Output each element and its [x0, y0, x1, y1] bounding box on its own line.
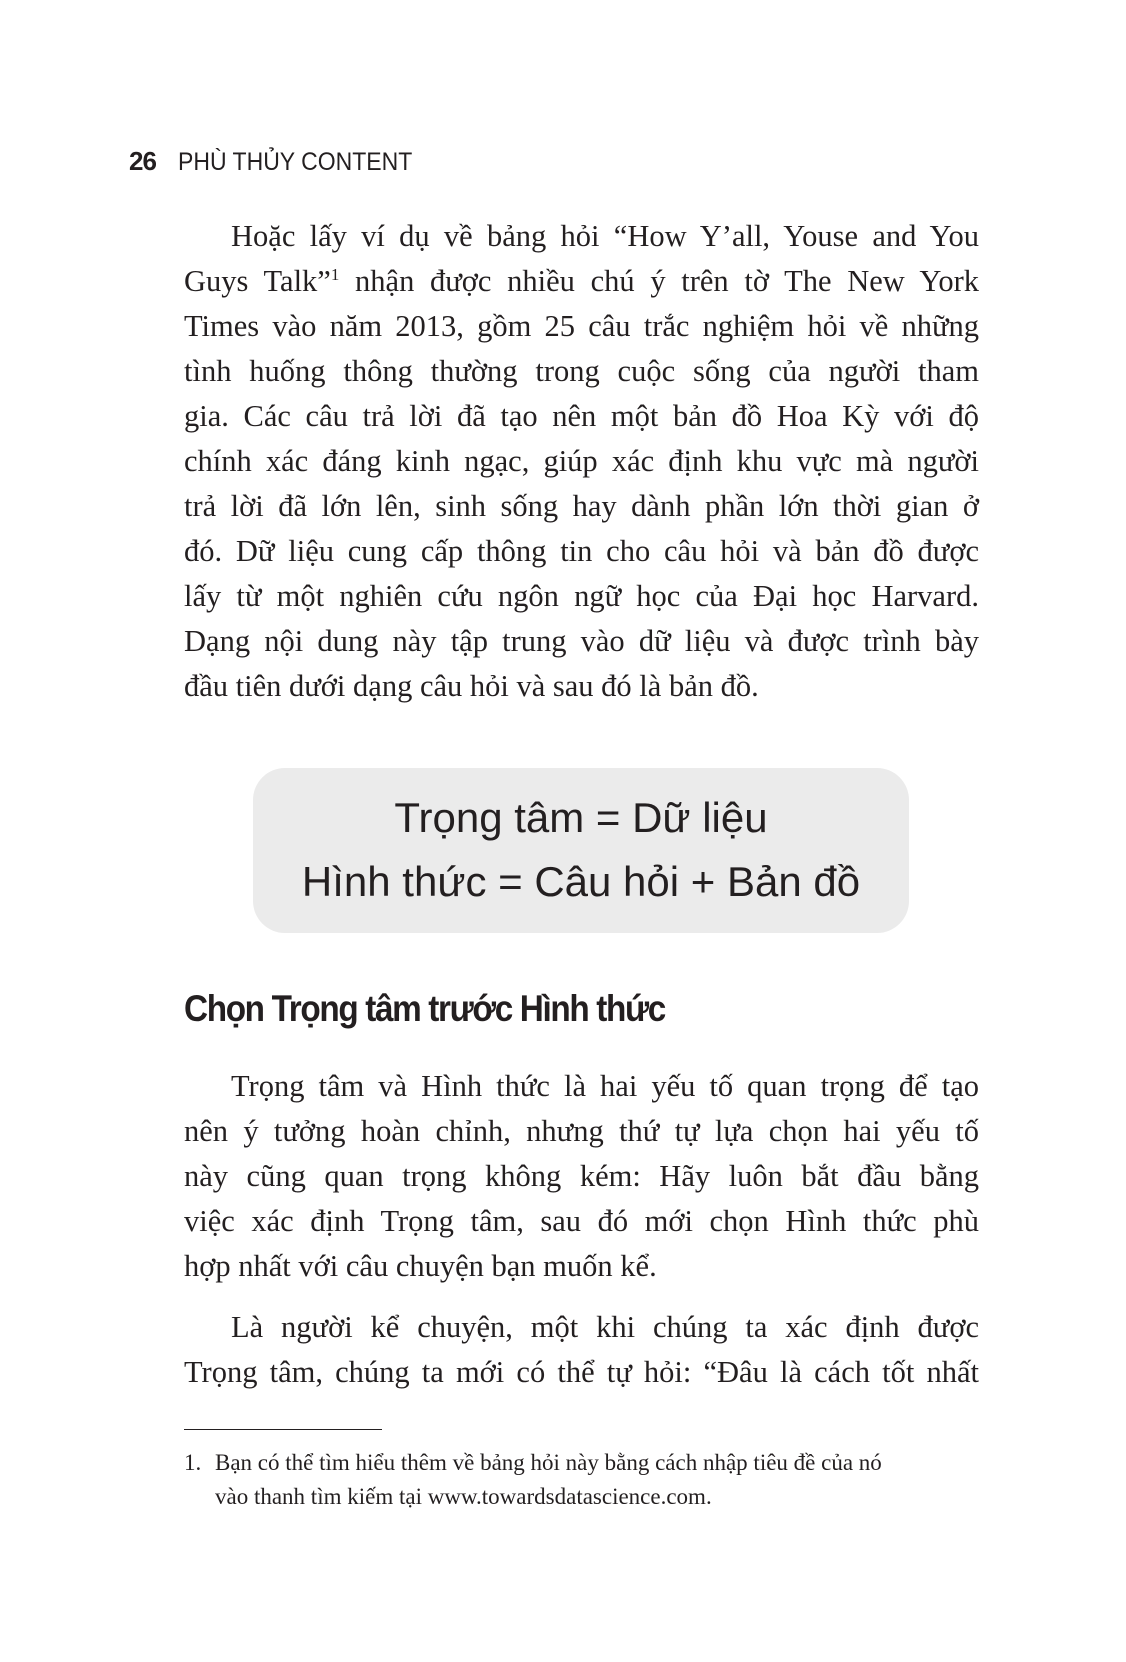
text-line: nên ý tưởng hoàn chỉnh, nhưng thứ tự lựa chọn hai yếu tố — [184, 1114, 979, 1148]
text-run: Guys Talk” — [184, 264, 331, 298]
text-line: trả lời đã lớn lên, sinh sống hay dành phần lớn thời gian ở — [184, 489, 979, 523]
footnote-text: vào thanh tìm kiếm tại www.towardsdatascience.com. — [215, 1484, 712, 1509]
text-line: việc xác định Trọng tâm, sau đó mới chọn Hình thức phù — [184, 1204, 979, 1238]
text-line: này cũng quan trọng không kém: Hãy luôn bắt đầu bằng — [184, 1159, 979, 1193]
text-line: đầu tiên dưới dạng câu hỏi và sau đó là bản đồ. — [184, 669, 759, 703]
text-line: đó. Dữ liệu cung cấp thông tin cho câu hỏi và bản đồ được — [184, 534, 979, 568]
footnote-divider — [184, 1429, 382, 1430]
text-line: chính xác đáng kinh ngạc, giúp xác định khu vực mà người — [184, 444, 979, 478]
callout-line-2: Hình thức = Câu hỏi + Bản đồ — [301, 858, 861, 905]
paragraph-2 — [184, 1064, 979, 1289]
text-line: gia. Các câu trả lời đã tạo nên một bản đồ Hoa Kỳ với độ — [184, 399, 979, 433]
running-header — [129, 146, 433, 177]
text-line: lấy từ một nghiên cứu ngôn ngữ học của Đại học Harvard. — [184, 579, 979, 613]
footnote-ref[interactable]: 1 — [330, 264, 340, 284]
text-line: hợp nhất với câu chuyện bạn muốn kể. — [184, 1249, 657, 1283]
footnote-number: 1. — [184, 1450, 202, 1475]
book-title: PHÙ THỦY CONTENT — [177, 148, 413, 176]
text-line: Times vào năm 2013, gồm 25 câu trắc nghiệm hỏi về những — [184, 309, 979, 343]
footnote-text: Bạn có thể tìm hiểu thêm về bảng hỏi này bằng cách nhập tiêu đề của nó — [215, 1450, 882, 1475]
paragraph-1 — [184, 214, 979, 709]
callout-box — [253, 768, 909, 933]
text-line: Dạng nội dung này tập trung vào dữ liệu và được trình bày — [184, 624, 979, 658]
paragraph-3 — [184, 1305, 979, 1395]
callout-line-1: Trọng tâm = Dữ liệu — [394, 794, 768, 841]
footnote — [184, 1446, 979, 1514]
text-line: Hoặc lấy ví dụ về bảng hỏi “How Y’all, Youse and You — [231, 219, 979, 253]
section-heading: Chọn Trọng tâm trước Hình thức — [184, 988, 665, 1029]
text-line — [184, 259, 979, 304]
text-line: Trọng tâm và Hình thức là hai yếu tố quan trọng để tạo — [231, 1069, 979, 1103]
page-number: 26 — [129, 146, 156, 176]
text-run: nhận được nhiều chú ý trên tờ The New York — [339, 264, 979, 298]
text-line: tình huống thông thường trong cuộc sống của người tham — [184, 354, 979, 388]
text-line: Trọng tâm, chúng ta mới có thể tự hỏi: “Đâu là cách tốt nhất — [184, 1355, 979, 1389]
text-line: Là người kể chuyện, một khi chúng ta xác định được — [231, 1310, 979, 1344]
